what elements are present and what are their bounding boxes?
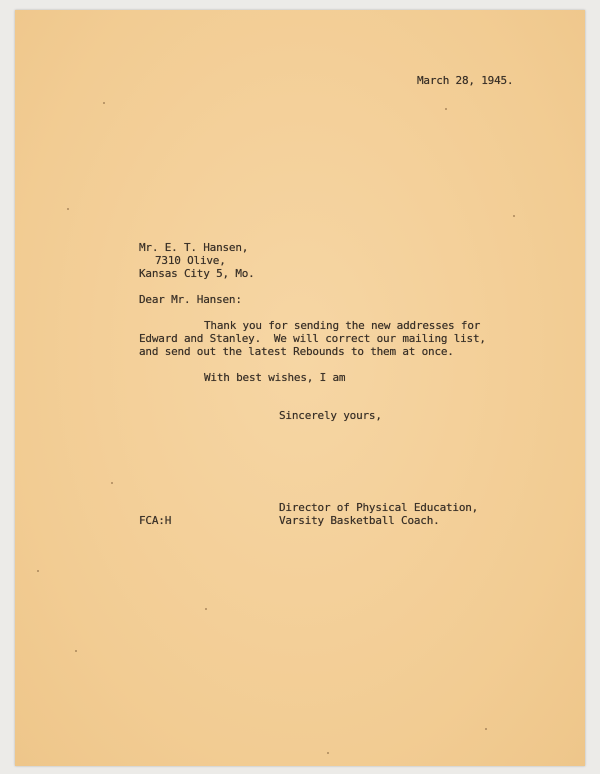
signature-title-2: Varsity Basketball Coach. xyxy=(279,514,440,527)
paper-speck xyxy=(205,608,207,610)
paper-speck xyxy=(445,108,447,110)
letter-page xyxy=(15,10,585,766)
paper-speck xyxy=(327,752,329,754)
body-line-2: Edward and Stanley. We will correct our mailing list, xyxy=(139,332,486,345)
paper-speck xyxy=(485,728,487,730)
paper-speck xyxy=(111,482,113,484)
paper-speck xyxy=(513,215,515,217)
inside-address-name: Mr. E. T. Hansen, xyxy=(139,241,249,254)
reference-initials: FCA:H xyxy=(139,514,172,527)
inside-address-street: 7310 Olive, xyxy=(155,254,226,267)
letter-date: March 28, 1945. xyxy=(417,74,514,87)
closing-line: With best wishes, I am xyxy=(204,371,346,384)
signature-title-1: Director of Physical Education, xyxy=(279,501,479,514)
inside-address-city: Kansas City 5, Mo. xyxy=(139,267,255,280)
paper-speck xyxy=(75,650,77,652)
complimentary-close: Sincerely yours, xyxy=(279,409,382,422)
paper-speck xyxy=(37,570,39,572)
paper-speck xyxy=(103,102,105,104)
body-line-1: Thank you for sending the new addresses for xyxy=(204,319,481,332)
salutation: Dear Mr. Hansen: xyxy=(139,293,242,306)
paper-speck xyxy=(67,208,69,210)
body-line-3: and send out the latest Rebounds to them at once. xyxy=(139,345,454,358)
